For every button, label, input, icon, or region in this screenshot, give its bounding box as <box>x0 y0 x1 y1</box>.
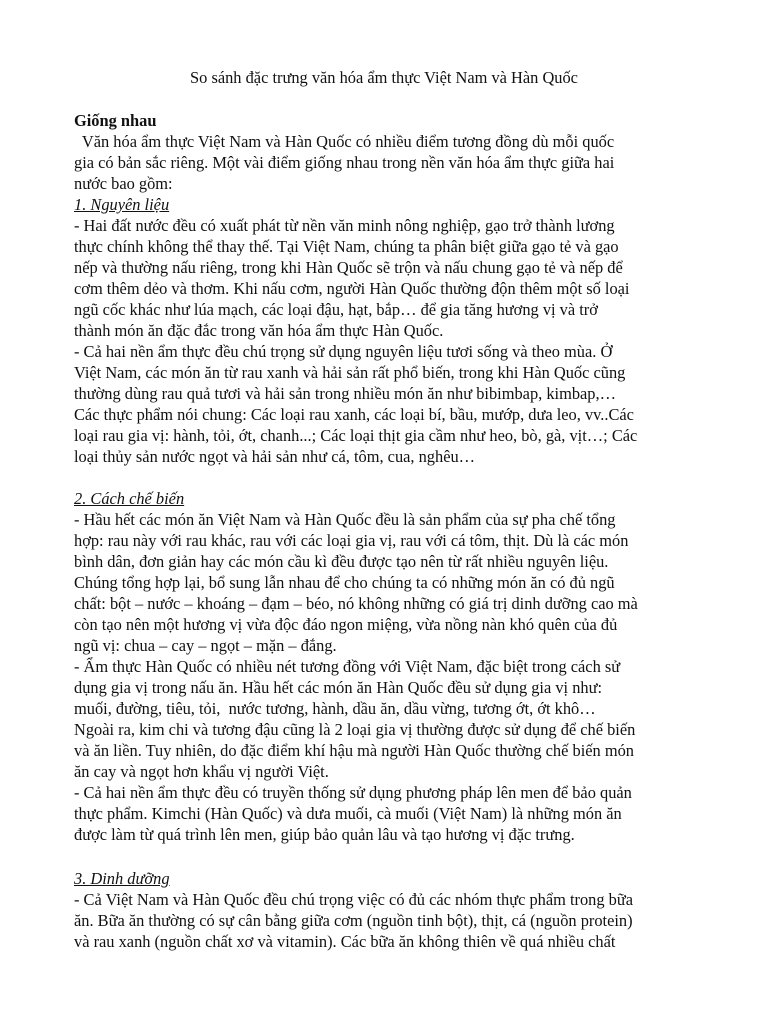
paragraph-line: ăn. Bữa ăn thường có sự cân bằng giữa cơm (nguồn tinh bột), thịt, cá (nguồn protein) <box>74 911 633 930</box>
paragraph-line: được làm từ quá trình lên men, giúp bảo quản lâu và tạo hương vị đặc trưng. <box>74 825 575 844</box>
section-heading-preparation: 2. Cách chế biến <box>74 489 185 508</box>
paragraph-line: - Cả Việt Nam và Hàn Quốc đều chú trọng việc có đủ các nhóm thực phẩm trong bữa <box>74 890 634 909</box>
paragraph-line: hợp: rau này với rau khác, rau với các loại gia vị, rau với cá tôm, thịt. Dù là các món <box>74 531 629 550</box>
paragraph-line: và rau xanh (nguồn chất xơ và vitamin). Các bữa ăn không thiên về quá nhiều chất <box>74 932 616 951</box>
paragraph-line: - Cả hai nền ẩm thực đều chú trọng sử dụng nguyên liệu tươi sống và theo mùa. Ở <box>74 342 613 361</box>
paragraph-line: thực chính không thể thay thế. Tại Việt Nam, chúng ta phân biệt giữa gạo tẻ và gạo <box>74 237 619 256</box>
paragraph-line: ăn cay và ngọt hơn khẩu vị người Việt. <box>74 762 329 781</box>
paragraph-line: Chúng tổng hợp lại, bổ sung lẫn nhau để cho chúng ta có những món ăn có đủ ngũ <box>74 573 615 592</box>
paragraph-line: thành món ăn đặc đắc trong văn hóa ẩm thực Hàn Quốc. <box>74 321 444 340</box>
section-heading-nutrition: 3. Dinh dưỡng <box>74 869 170 888</box>
paragraph-line: cơm thêm dẻo và thơm. Khi nấu cơm, người Hàn Quốc thường độn thêm một số loại <box>74 279 630 298</box>
paragraph-line: - Ẩm thực Hàn Quốc có nhiều nét tương đồng với Việt Nam, đặc biệt trong cách sử <box>74 657 621 676</box>
intro-line: gia có bản sắc riêng. Một vài điểm giống nhau trong nền văn hóa ẩm thực giữa hai <box>74 153 615 172</box>
similarities-heading: Giống nhau <box>74 111 157 130</box>
paragraph-line: Ngoài ra, kim chi và tương đậu cũng là 2 loại gia vị thường được sử dụng để chế biến <box>74 720 636 739</box>
paragraph-line: Các thực phẩm nói chung: Các loại rau xanh, các loại bí, bầu, mướp, dưa leo, vv..Các <box>74 405 634 424</box>
intro-line: nước bao gồm: <box>74 174 173 193</box>
paragraph-line: chất: bột – nước – khoáng – đạm – béo, nó không những có giá trị dinh dưỡng cao mà <box>74 594 638 613</box>
paragraph-line: muối, đường, tiêu, tỏi, nước tương, hành, dầu ăn, dầu vừng, tương ớt, ớt khô… <box>74 699 596 718</box>
paragraph-line: thực phẩm. Kimchi (Hàn Quốc) và dưa muối, cà muối (Việt Nam) là những món ăn <box>74 804 622 823</box>
paragraph-line: Việt Nam, các món ăn từ rau xanh và hải sản rất phổ biến, trong khi Hàn Quốc cũng <box>74 363 626 382</box>
paragraph-line: - Hầu hết các món ăn Việt Nam và Hàn Quốc đều là sản phẩm của sự pha chế tổng <box>74 510 616 529</box>
paragraph-line: - Cả hai nền ẩm thực đều có truyền thống sử dụng phương pháp lên men để bảo quản <box>74 783 632 802</box>
intro-line: Văn hóa ẩm thực Việt Nam và Hàn Quốc có nhiều điểm tương đồng dù mỗi quốc <box>74 132 615 151</box>
document-title: So sánh đặc trưng văn hóa ẩm thực Việt Nam và Hàn Quốc <box>190 68 578 87</box>
section-heading-ingredients: 1. Nguyên liệu <box>74 195 170 214</box>
paragraph-line: ngũ vị: chua – cay – ngọt – mặn – đắng. <box>74 636 337 655</box>
paragraph-line: bình dân, đơn giản hay các món cầu kì đều được tạo nên từ rất nhiều nguyên liệu. <box>74 552 609 571</box>
paragraph-line: và ăn liền. Tuy nhiên, do đặc điểm khí hậu mà người Hàn Quốc thường chế biến món <box>74 741 634 760</box>
paragraph-line: loại rau gia vị: hành, tỏi, ớt, chanh...; Các loại thịt gia cầm như heo, bò, gà, vịt…; Các <box>74 426 638 445</box>
paragraph-line: - Hai đất nước đều có xuất phát từ nền văn minh nông nghiệp, gạo trở thành lương <box>74 216 615 235</box>
paragraph-line: dụng gia vị trong nấu ăn. Hầu hết các món ăn Hàn Quốc đều sử dụng gia vị như: <box>74 678 603 697</box>
paragraph-line: còn tạo nên một hương vị vừa độc đáo ngon miệng, vừa nồng nàn khó quên của đủ <box>74 615 618 634</box>
paragraph-line: nếp và thường nấu riêng, trong khi Hàn Quốc sẽ trộn và nấu chung gạo tẻ và nếp để <box>74 258 623 277</box>
paragraph-line: thường dùng rau quả tươi và hải sản trong nhiều món ăn như bibimbap, kimbap,… <box>74 384 616 403</box>
paragraph-line: ngũ cốc khác như lúa mạch, các loại đậu, hạt, bắp… để gia tăng hương vị và trở <box>74 300 598 319</box>
paragraph-line: loại thủy sản nước ngọt và hải sản như cá, tôm, cua, nghêu… <box>74 447 476 466</box>
